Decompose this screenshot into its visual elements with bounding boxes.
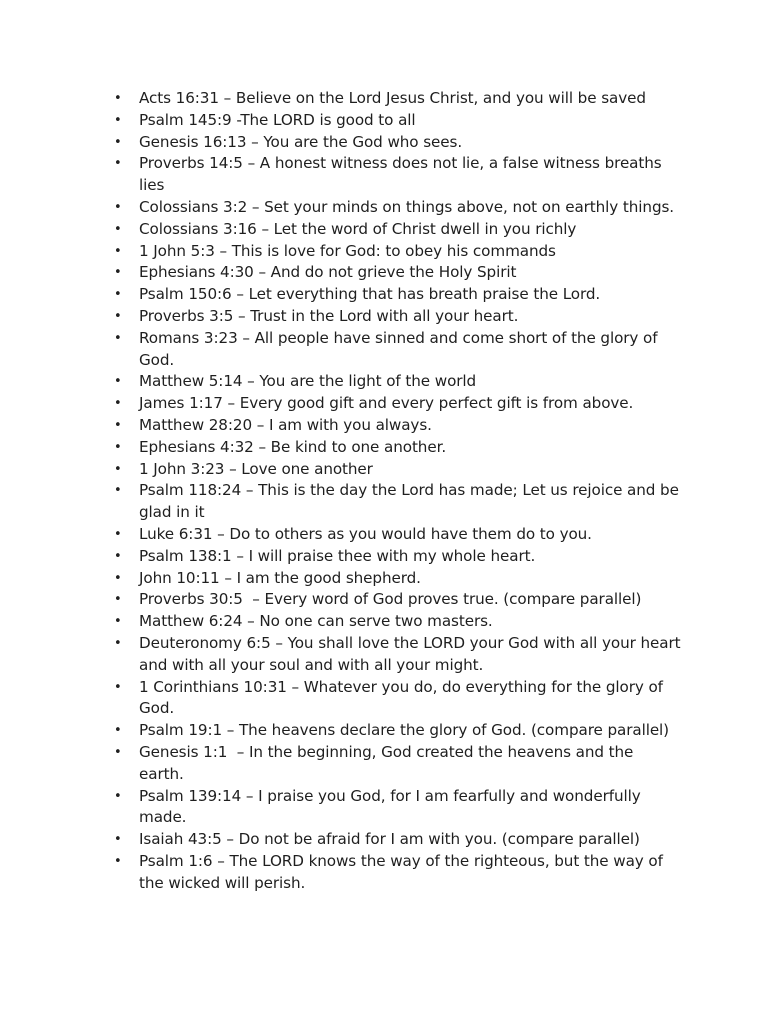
bullet-icon: • — [114, 396, 122, 412]
list-item — [112, 742, 682, 786]
verse-text: James 1:17 – Every good gift and every perfect gift is from above. — [139, 394, 634, 413]
bullet-icon: • — [114, 91, 122, 106]
list-item — [112, 132, 682, 154]
list-item — [112, 415, 682, 437]
verse-text: Matthew 6:24 – No one can serve two masters. — [139, 612, 493, 631]
list-item — [112, 829, 682, 851]
bullet-icon: • — [114, 570, 122, 586]
bullet-icon: • — [114, 832, 122, 848]
bullet-icon: • — [114, 614, 122, 630]
verse-text: John 10:11 – I am the good shepherd. — [139, 568, 421, 587]
list-item — [112, 677, 682, 721]
list-item — [112, 459, 682, 481]
verse-text: 1 John 5:3 – This is love for God: to obey his commands — [139, 241, 556, 260]
list-item — [112, 241, 682, 263]
list-item — [112, 611, 682, 633]
verse-text: Genesis 16:13 – You are the God who sees. — [139, 132, 463, 151]
verse-text: Psalm 139:14 – I praise you God, for I am fearfully and wonderfully made. — [139, 786, 646, 827]
verse-text: Psalm 138:1 – I will praise thee with my whole heart. — [139, 546, 536, 565]
list-item — [112, 633, 686, 677]
bullet-icon: • — [114, 287, 122, 303]
list-item — [112, 546, 682, 568]
bullet-icon: • — [114, 526, 122, 542]
list-item — [112, 589, 682, 611]
verse-text: Genesis 1:1 – In the beginning, God created the heavens and the earth. — [139, 742, 638, 783]
bullet-icon: • — [114, 723, 122, 739]
bullet-icon: • — [114, 265, 122, 281]
bullet-icon: • — [114, 134, 122, 150]
bullet-icon: • — [114, 744, 122, 760]
bullet-icon: • — [114, 461, 122, 477]
list-item — [112, 197, 682, 219]
verse-text: Colossians 3:16 – Let the word of Christ dwell in you richly — [139, 219, 577, 238]
verse-text: Acts 16:31 – Believe on the Lord Jesus Christ, and you will be saved — [139, 89, 646, 107]
verse-text: 1 John 3:23 – Love one another — [139, 459, 373, 478]
bullet-icon: • — [114, 548, 122, 564]
bullet-icon: • — [114, 853, 122, 869]
list-item — [112, 284, 682, 306]
list-item — [112, 720, 682, 742]
list-item — [112, 524, 682, 546]
list-item — [112, 262, 682, 284]
list-item — [112, 568, 682, 590]
list-item — [112, 786, 682, 830]
bullet-icon: • — [114, 308, 122, 324]
bullet-icon: • — [114, 483, 122, 499]
list-item — [112, 851, 682, 895]
verse-text: Deuteronomy 6:5 – You shall love the LORD your God with all your heart and with all your soul and with all your might. — [139, 633, 686, 674]
list-item — [112, 88, 682, 110]
bullet-icon: • — [114, 330, 122, 346]
bullet-icon: • — [114, 374, 122, 390]
verse-text: Psalm 1:6 – The LORD knows the way of the righteous, but the way of the wicked will perish. — [139, 851, 668, 892]
bullet-icon: • — [114, 635, 122, 651]
verse-text: Psalm 145:9 -The LORD is good to all — [139, 110, 416, 129]
bullet-icon: • — [114, 439, 122, 455]
bullet-icon: • — [114, 592, 122, 608]
verse-text: Colossians 3:2 – Set your minds on things above, not on earthly things. — [139, 197, 675, 216]
bullet-icon: • — [114, 243, 122, 259]
list-item — [112, 306, 682, 328]
bullet-icon: • — [114, 221, 122, 237]
verse-text: Romans 3:23 – All people have sinned and come short of the glory of God. — [139, 328, 663, 369]
list-item — [112, 371, 682, 393]
list-item — [112, 437, 682, 459]
bullet-icon: • — [114, 156, 122, 172]
verse-text: Ephesians 4:32 – Be kind to one another. — [139, 437, 447, 456]
list-item — [112, 393, 682, 415]
bullet-icon: • — [114, 199, 122, 215]
verse-text: Proverbs 30:5 – Every word of God proves true. (compare parallel) — [139, 590, 642, 609]
verse-text: Proverbs 3:5 – Trust in the Lord with all your heart. — [139, 306, 519, 325]
bullet-icon: • — [114, 788, 122, 804]
list-item — [112, 480, 682, 524]
list-item — [112, 328, 682, 372]
verse-text: Proverbs 14:5 – A honest witness does not lie, a false witness breaths lies — [139, 154, 667, 195]
bullet-icon: • — [114, 679, 122, 695]
verse-text: Isaiah 43:5 – Do not be afraid for I am with you. (compare parallel) — [139, 830, 640, 849]
list-item — [112, 110, 682, 132]
list-item — [112, 153, 682, 197]
verse-text: 1 Corinthians 10:31 – Whatever you do, do everything for the glory of God. — [139, 677, 668, 718]
verse-text: Matthew 28:20 – I am with you always. — [139, 415, 432, 434]
verse-text: Ephesians 4:30 – And do not grieve the Holy Spirit — [139, 263, 517, 282]
verse-text: Psalm 150:6 – Let everything that has breath praise the Lord. — [139, 285, 601, 304]
bible-verse-list — [112, 88, 686, 894]
verse-text: Luke 6:31 – Do to others as you would have them do to you. — [139, 524, 592, 543]
verse-text: Psalm 118:24 – This is the day the Lord has made; Let us rejoice and be glad in it — [139, 481, 684, 522]
list-item — [112, 219, 682, 241]
verse-text: Psalm 19:1 – The heavens declare the glory of God. (compare parallel) — [139, 721, 670, 740]
bullet-icon: • — [114, 112, 122, 128]
verse-text: Matthew 5:14 – You are the light of the world — [139, 372, 477, 391]
bullet-icon: • — [114, 417, 122, 433]
